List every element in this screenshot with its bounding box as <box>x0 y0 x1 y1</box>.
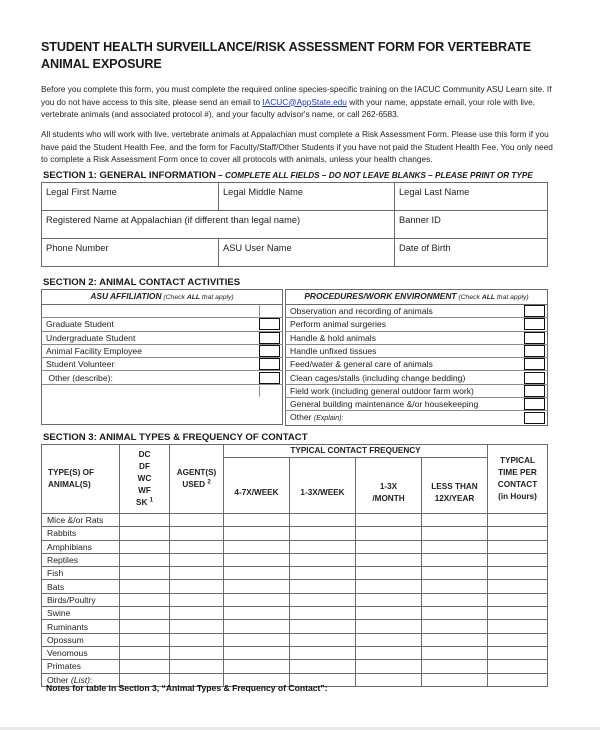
checkbox-cell <box>522 371 548 384</box>
freq-1-3-month-cell[interactable] <box>356 527 422 540</box>
checkbox-placeholder <box>259 305 280 317</box>
time-per-contact-cell[interactable] <box>488 660 548 673</box>
procedure-label: Field work (including general outdoor farm work) <box>286 384 523 397</box>
animal-type-label: Opossum <box>42 633 120 646</box>
other-text: Other <box>290 412 314 423</box>
field-label: Registered Name at Appalachian (if different than legal name) <box>46 215 301 225</box>
field-label: Legal Last Name <box>399 187 470 197</box>
procedure-row <box>286 411 548 426</box>
procedure-row <box>286 358 548 371</box>
time-per-contact-cell[interactable] <box>488 673 548 686</box>
procedure-row <box>286 371 548 384</box>
animal-type-label: Swine <box>42 607 120 620</box>
time-per-contact-cell[interactable] <box>488 646 548 659</box>
freq-less-12-year-cell[interactable] <box>422 620 488 633</box>
procedure-label: Handle & hold animals <box>286 331 523 344</box>
freq-less-12-year-cell[interactable] <box>422 673 488 686</box>
freq-1-3-week-cell[interactable] <box>290 553 356 566</box>
time-per-contact-cell[interactable] <box>488 553 548 566</box>
affiliation-label: Animal Facility Employee <box>42 344 258 357</box>
procedure-row <box>286 398 548 411</box>
banner-id-field[interactable] <box>395 211 548 239</box>
animal-row <box>42 567 548 580</box>
agents-cell[interactable] <box>170 553 224 566</box>
checkbox-cell <box>257 318 283 331</box>
other-describe-area <box>42 384 283 424</box>
time-per-contact-cell[interactable] <box>488 567 548 580</box>
animal-type-label: Bats <box>42 580 120 593</box>
field-label: Legal Middle Name <box>223 187 304 197</box>
agents-cell[interactable] <box>170 660 224 673</box>
affiliation-table <box>41 289 283 425</box>
procedure-label: Handle unfixed tissues <box>286 344 523 357</box>
codes-cell[interactable] <box>120 514 170 527</box>
codes-cell[interactable] <box>120 567 170 580</box>
freq-1-3-week-cell[interactable] <box>290 633 356 646</box>
freq-less-12-year-cell[interactable] <box>422 553 488 566</box>
procedure-other-label <box>286 411 523 426</box>
freq-4-7-week-cell[interactable] <box>224 646 290 659</box>
footnote-marker: 1 <box>149 497 153 504</box>
codes-cell[interactable] <box>120 620 170 633</box>
procedure-row <box>286 344 548 357</box>
codes-cell[interactable] <box>120 553 170 566</box>
codes-cell[interactable] <box>120 660 170 673</box>
freq-1-3-month-header: 1-3X /MONTH <box>356 458 422 514</box>
animal-row <box>42 553 548 566</box>
animal-row <box>42 593 548 606</box>
freq-1-3-month-cell[interactable] <box>356 580 422 593</box>
field-label: Date of Birth <box>399 243 451 253</box>
section1-instructions: – COMPLETE ALL FIELDS – DO NOT LEAVE BLANKS – PLEASE PRINT OR TYPE <box>215 171 533 180</box>
section2-heading: SECTION 2: ANIMAL CONTACT ACTIVITIES <box>43 277 241 288</box>
time-per-contact-cell[interactable] <box>488 620 548 633</box>
freq-1-3-month-cell[interactable] <box>356 567 422 580</box>
section3-heading: SECTION 3: ANIMAL TYPES & FREQUENCY OF CONTACT <box>43 432 308 443</box>
general-info-table <box>41 182 548 267</box>
animal-type-label: Amphibians <box>42 540 120 553</box>
animal-type-label: Mice &/or Rats <box>42 514 120 527</box>
freq-less-12-year-cell[interactable] <box>422 593 488 606</box>
affiliation-header <box>42 290 283 305</box>
code-label: WF <box>138 486 151 495</box>
legal-last-name-field[interactable] <box>395 183 548 211</box>
freq-less-12-year-cell[interactable] <box>422 660 488 673</box>
checkbox-cell <box>257 371 283 384</box>
procedure-row <box>286 318 548 331</box>
undergraduate-student-checkbox[interactable] <box>259 332 280 344</box>
freq-1-3-month-cell[interactable] <box>356 540 422 553</box>
frequency-group-header: TYPICAL CONTACT FREQUENCY <box>224 445 488 458</box>
freq-4-7-week-header: 4-7X/WEEK <box>224 458 290 514</box>
time-per-contact-cell[interactable] <box>488 607 548 620</box>
freq-1-3-week-cell[interactable] <box>290 580 356 593</box>
procedures-table <box>285 289 548 426</box>
freq-1-3-month-cell[interactable] <box>356 660 422 673</box>
building-maintenance-checkbox[interactable] <box>524 398 545 410</box>
time-per-contact-cell[interactable] <box>488 580 548 593</box>
animal-type-label: Fish <box>42 567 120 580</box>
unfixed-tissues-checkbox[interactable] <box>524 345 545 357</box>
code-label: DF <box>139 462 150 471</box>
time-per-contact-cell[interactable] <box>488 633 548 646</box>
codes-cell[interactable] <box>120 646 170 659</box>
procedure-row <box>286 331 548 344</box>
animal-frequency-table <box>41 444 548 687</box>
agents-cell[interactable] <box>170 593 224 606</box>
procedure-label: General building maintenance &/or housekeeping <box>286 398 523 411</box>
freq-1-3-week-cell[interactable] <box>290 514 356 527</box>
clean-cages-checkbox[interactable] <box>524 372 545 384</box>
other-colon: : <box>90 674 93 685</box>
note-text: (Check <box>456 294 482 301</box>
other-procedure-checkbox[interactable] <box>524 412 545 424</box>
field-label: Legal First Name <box>46 187 117 197</box>
note-bold: ALL <box>186 294 201 301</box>
codes-header <box>120 445 170 514</box>
freq-less-12-year-cell[interactable] <box>422 633 488 646</box>
freq-less-12-year-cell[interactable] <box>422 567 488 580</box>
freq-1-3-month-cell[interactable] <box>356 607 422 620</box>
handle-hold-checkbox[interactable] <box>524 332 545 344</box>
checkbox-cell <box>257 358 283 371</box>
intro-paragraph-2: All students who will work with live, vertebrate animals at Appalachian must complete a Risk Assessment Form. Please use this form if you have paid the Student Health Fee, and the form for Faculty/Staff/Other Students if you have not paid the Student Health Fee. You only need to complete a Risk Assessment Form once to cover all protocols with animals, unless your health changes. <box>41 129 553 164</box>
codes-cell[interactable] <box>120 580 170 593</box>
checkbox-placeholder <box>259 385 280 397</box>
legal-middle-name-field[interactable] <box>219 183 395 211</box>
animal-row <box>42 514 548 527</box>
freq-1-3-month-cell[interactable] <box>356 620 422 633</box>
procedure-label: Observation and recording of animals <box>286 305 523 318</box>
registered-name-field[interactable] <box>42 211 395 239</box>
agents-cell[interactable] <box>170 646 224 659</box>
freq-1-3-week-header: 1-3X/WEEK <box>290 458 356 514</box>
time-header: TYPICAL TIME PER CONTACT (in Hours) <box>488 445 548 514</box>
affiliation-blank-row <box>42 305 283 318</box>
section1-title: SECTION 1: GENERAL INFORMATION <box>43 170 216 181</box>
procedure-label: Feed/water & general care of animals <box>286 358 523 371</box>
freq-4-7-week-cell[interactable] <box>224 660 290 673</box>
phone-number-field[interactable] <box>42 239 219 267</box>
freq-4-7-week-cell[interactable] <box>224 580 290 593</box>
freq-4-7-week-cell[interactable] <box>224 527 290 540</box>
affiliation-row <box>42 344 283 357</box>
blank-cell <box>257 305 283 318</box>
checkbox-cell <box>522 305 548 318</box>
affiliation-label: Student Volunteer <box>42 358 258 371</box>
freq-1-3-month-cell[interactable] <box>356 633 422 646</box>
checkbox-cell <box>522 411 548 426</box>
freq-4-7-week-cell[interactable] <box>224 593 290 606</box>
section3-notes: Notes for table in Section 3, “Animal Types & Frequency of Contact”: <box>46 683 328 693</box>
affiliation-label: Other (describe): <box>42 371 258 384</box>
time-per-contact-cell[interactable] <box>488 527 548 540</box>
freq-4-7-week-cell[interactable] <box>224 553 290 566</box>
header-note <box>456 294 528 301</box>
freq-less-12-year-cell[interactable] <box>422 646 488 659</box>
time-per-contact-cell[interactable] <box>488 514 548 527</box>
checkbox-cell <box>522 384 548 397</box>
freq-4-7-week-cell[interactable] <box>224 607 290 620</box>
affiliation-label: Undergraduate Student <box>42 331 258 344</box>
freq-less-12-year-header: LESS THAN 12X/YEAR <box>422 458 488 514</box>
codes-cell[interactable] <box>120 527 170 540</box>
intro-text: with your name, appstate email, your role with live, vertebrate animals (and associated protocol #), and your faculty advisor's name, or call 262-6583. <box>41 96 536 119</box>
note-text: that apply) <box>495 294 529 301</box>
agents-cell[interactable] <box>170 567 224 580</box>
asu-user-name-field[interactable] <box>219 239 395 267</box>
email-link[interactable]: IACUC@AppState.edu <box>262 96 347 107</box>
agents-cell[interactable] <box>170 540 224 553</box>
checkbox-cell <box>522 331 548 344</box>
feed-water-checkbox[interactable] <box>524 358 545 370</box>
checkbox-cell <box>522 358 548 371</box>
agents-header <box>170 445 224 514</box>
intro-paragraph-1 <box>41 83 556 121</box>
freq-4-7-week-cell[interactable] <box>224 567 290 580</box>
observation-checkbox[interactable] <box>524 305 545 317</box>
animal-row <box>42 620 548 633</box>
field-label: Banner ID <box>399 215 441 225</box>
animal-row <box>42 540 548 553</box>
animal-row <box>42 646 548 659</box>
affiliation-label: Graduate Student <box>42 318 258 331</box>
legal-first-name-field[interactable] <box>42 183 219 211</box>
section1-heading <box>43 170 533 182</box>
field-label: ASU User Name <box>223 243 292 253</box>
freq-1-3-week-cell[interactable] <box>290 593 356 606</box>
agents-cell[interactable] <box>170 527 224 540</box>
blank-label <box>42 305 258 318</box>
freq-1-3-month-cell[interactable] <box>356 553 422 566</box>
freq-4-7-week-cell[interactable] <box>224 633 290 646</box>
freq-1-3-week-cell[interactable] <box>290 527 356 540</box>
note-text: that apply) <box>200 294 234 301</box>
freq-less-12-year-cell[interactable] <box>422 580 488 593</box>
field-work-checkbox[interactable] <box>524 385 545 397</box>
freq-1-3-month-cell[interactable] <box>356 514 422 527</box>
freq-4-7-week-cell[interactable] <box>224 514 290 527</box>
animal-facility-employee-checkbox[interactable] <box>259 345 280 357</box>
animal-type-label: Ruminants <box>42 620 120 633</box>
blank-cell <box>257 384 283 424</box>
procedures-header <box>286 290 548 305</box>
procedure-label: Clean cages/stalls (including change bedding) <box>286 371 523 384</box>
header-label: PROCEDURES/WORK ENVIRONMENT <box>304 291 457 301</box>
affiliation-row <box>42 358 283 371</box>
date-of-birth-field[interactable] <box>395 239 548 267</box>
procedure-row <box>286 305 548 318</box>
header-label: ASU AFFILIATION <box>90 291 162 301</box>
affiliation-row <box>42 331 283 344</box>
time-per-contact-cell[interactable] <box>488 540 548 553</box>
freq-1-3-month-cell[interactable] <box>356 646 422 659</box>
checkbox-cell <box>257 331 283 344</box>
agents-cell[interactable] <box>170 514 224 527</box>
procedure-label: Perform animal surgeries <box>286 318 523 331</box>
codes-cell[interactable] <box>120 633 170 646</box>
checkbox-cell <box>522 398 548 411</box>
codes-cell[interactable] <box>120 607 170 620</box>
code-label <box>120 497 169 509</box>
field-label: Phone Number <box>46 243 109 253</box>
code-label: DC <box>138 450 151 459</box>
freq-1-3-week-cell[interactable] <box>290 620 356 633</box>
footnote-marker: 2 <box>207 479 211 486</box>
freq-1-3-week-cell[interactable] <box>290 607 356 620</box>
animal-type-label: Primates <box>42 660 120 673</box>
note-text: (Check <box>161 294 187 301</box>
code-label: WC <box>137 474 152 483</box>
procedure-row <box>286 384 548 397</box>
freq-less-12-year-cell[interactable] <box>422 514 488 527</box>
freq-less-12-year-cell[interactable] <box>422 527 488 540</box>
freq-4-7-week-cell[interactable] <box>224 620 290 633</box>
surgeries-checkbox[interactable] <box>524 318 545 330</box>
student-volunteer-checkbox[interactable] <box>259 358 280 370</box>
other-text: Other <box>47 674 71 685</box>
other-note: (List) <box>70 674 90 685</box>
checkbox-cell <box>522 318 548 331</box>
header-note <box>162 294 234 301</box>
freq-less-12-year-cell[interactable] <box>422 540 488 553</box>
freq-1-3-month-cell[interactable] <box>356 593 422 606</box>
animal-type-label: Venomous <box>42 646 120 659</box>
animal-row <box>42 660 548 673</box>
code-text: SK <box>136 498 148 507</box>
animal-row <box>42 527 548 540</box>
agents-cell[interactable] <box>170 633 224 646</box>
freq-4-7-week-cell[interactable] <box>224 540 290 553</box>
animal-row <box>42 607 548 620</box>
animal-row <box>42 633 548 646</box>
time-per-contact-cell[interactable] <box>488 593 548 606</box>
other-describe-input[interactable] <box>42 384 258 424</box>
agents-cell[interactable] <box>170 580 224 593</box>
animal-type-label: Birds/Poultry <box>42 593 120 606</box>
agents-cell[interactable] <box>170 620 224 633</box>
document-title: STUDENT HEALTH SURVEILLANCE/RISK ASSESSMENT FORM FOR VERTEBRATE ANIMAL EXPOSURE <box>41 40 532 71</box>
other-note: (Explain): <box>313 415 344 423</box>
other-affiliation-checkbox[interactable] <box>259 372 280 384</box>
checkbox-cell <box>257 344 283 357</box>
checkbox-cell <box>522 344 548 357</box>
intro-text: Before you complete this form, you must complete the required online species-specific training on the IACUC Community ASU Learn site. If you do not have access to this site, please send an email to <box>41 84 552 107</box>
freq-1-3-week-cell[interactable] <box>290 567 356 580</box>
agents-cell[interactable] <box>170 607 224 620</box>
freq-1-3-week-cell[interactable] <box>290 660 356 673</box>
freq-1-3-week-cell[interactable] <box>290 646 356 659</box>
codes-cell[interactable] <box>120 593 170 606</box>
note-bold: ALL <box>481 294 496 301</box>
freq-1-3-month-cell[interactable] <box>356 673 422 686</box>
type-header: TYPE(S) OF ANIMAL(S) <box>42 445 120 514</box>
animal-type-label: Reptiles <box>42 553 120 566</box>
animal-type-label: Rabbits <box>42 527 120 540</box>
freq-less-12-year-cell[interactable] <box>422 607 488 620</box>
graduate-student-checkbox[interactable] <box>259 318 280 330</box>
agents-label: AGENT(S) USED <box>176 468 217 489</box>
codes-cell[interactable] <box>120 540 170 553</box>
animal-row <box>42 580 548 593</box>
affiliation-row <box>42 371 283 384</box>
freq-1-3-week-cell[interactable] <box>290 540 356 553</box>
affiliation-row <box>42 318 283 331</box>
